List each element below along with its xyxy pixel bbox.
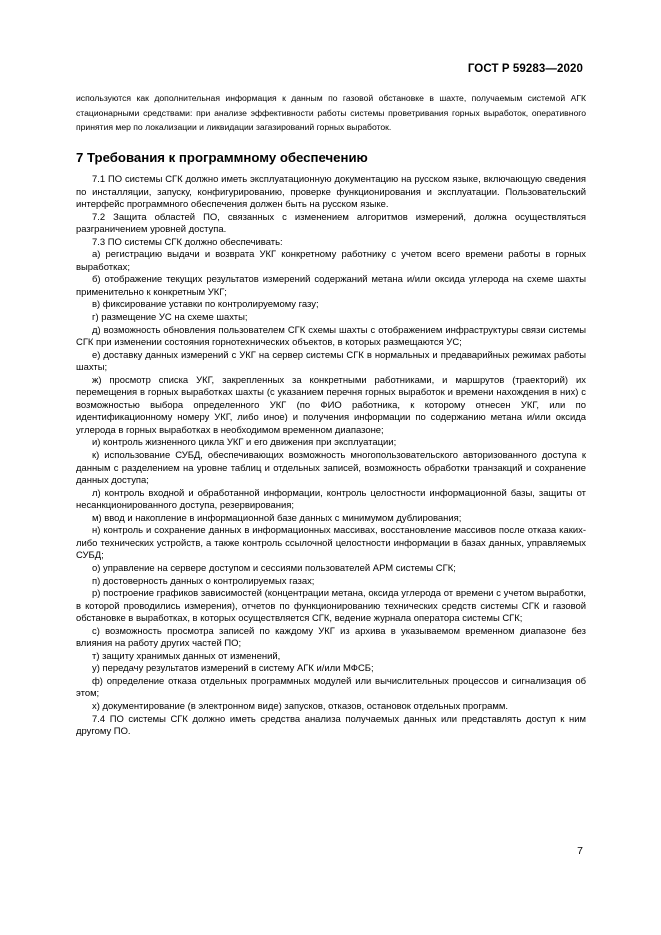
list-item: 7.4 ПО системы СГК должно иметь средства анализа получаемых данных или представлять доступ к ним другому ПО.: [76, 713, 586, 738]
list-item: и) контроль жизненного цикла УКГ и его движения при эксплуатации;: [92, 437, 397, 449]
list-item: ж) просмотр списка УКГ, закрепленных за конкретными работниками, и маршрутов (траекторий) их перемещения в горных выработках шахты (с указанием перечня горных выработок и времени нахождения в них) с возможностью выбора определенного УКГ (по ФИО работника, к которому отнесен УКГ, или по идентификационному номеру УКГ, либо иное) и получения информации по содержанию метана и/или оксида углерода в горных выработках в необходимом временном диапазоне;: [76, 374, 586, 436]
list-item: х) документирование (в электронном виде) запусков, отказов, остановок отдельных программ.: [92, 700, 508, 712]
list-item: р) построение графиков зависимостей (концентрации метана, оксида углерода от времени с учетом выработки, в которой проводились измерения), отчетов по функционированию технических средств системы СГК и газовой обстановке в выработках, в которых осуществляется СГК, ведение журнала оператора системы СГК;: [76, 588, 586, 625]
list-item: н) контроль и сохранение данных в информационных массивах, восстановление массивов после отказа каких-либо технических устройств, а также контроль ссылочной целостности информации в базах данных, управляемых СУБД;: [76, 525, 586, 562]
list-item: г) размещение УС на схеме шахты;: [92, 312, 248, 324]
list-item: л) контроль входной и обработанной информации, контроль целостности информационной базы, защиты от несанкционированного доступа, резервирования;: [76, 487, 586, 512]
list-item: ф) определение отказа отдельных программных модулей или вычислительных процессов и сигнализация об этом;: [76, 675, 586, 700]
paragraph: 7.1 ПО системы СГК должно иметь эксплуатационную документацию на русском языке, включающую сведения по инсталляции, запуску, конфигурированию, проверке функционирования и эксплуатации. Пользовательский интерфейс программного обеспечения должен быть на русском языке.: [76, 174, 586, 211]
intro-text: используются как дополнительная информация к данным по газовой обстановке в шахте, получаемым системой АГК стационарными средствами: при анализе эффективности работы системы проветривания горных выработок, оперативного принятия мер по локализации и ликвидации загазирований горных выработок.: [76, 93, 586, 132]
paragraph: 7.3 ПО системы СГК должно обеспечивать:: [92, 236, 283, 248]
list-item: с) возможность просмотра записей по каждому УКГ из архива в указываемом временном диапазоне без влияния на работу других частей ПО;: [76, 625, 586, 650]
list-item: к) использование СУБД, обеспечивающих возможность многопользовательского авторизованного доступа к данным с разделением на уровне таблиц и отдельных записей, возможность обработки транзакций и сохранение данных доступа;: [76, 450, 586, 487]
list-item: в) фиксирование уставки по контролируемому газу;: [92, 299, 319, 311]
paragraph: 7.2 Защита областей ПО, связанных с изменением алгоритмов измерений, должна осуществляться разграничением уровней доступа.: [76, 211, 586, 236]
list-item: п) достоверность данных о контролируемых газах;: [92, 575, 315, 587]
intro-paragraph: [76, 91, 586, 135]
list-item: о) управление на сервере доступом и сессиями пользователей АРМ системы СГК;: [92, 562, 456, 574]
list-item: м) ввод и накопление в информационной базе данных с минимумом дублирования;: [92, 512, 462, 524]
section-body: [76, 174, 586, 739]
list-item: т) защиту хранимых данных от изменений,: [92, 650, 281, 662]
list-item: е) доставку данных измерений с УКГ на сервер системы СГК в нормальных и предаварийных режимах работы шахты;: [76, 349, 586, 374]
list-item: у) передачу результатов измерений в систему АГК и/или МФСБ;: [92, 663, 374, 675]
list-item: б) отображение текущих результатов измерений содержаний метана и/или оксида углерода на схеме шахты применительно к конкретным УКГ;: [76, 274, 586, 298]
section-title: 7 Требования к программному обеспечению: [76, 150, 368, 165]
document-code: ГОСТ Р 59283—2020: [467, 63, 583, 75]
list-item: а) регистрацию выдачи и возврата УКГ конкретному работнику с учетом всего времени работы в горных выработках;: [76, 249, 586, 273]
page-number: 7: [577, 845, 583, 857]
list-item: д) возможность обновления пользователем СГК схемы шахты с отображением инфраструктуры связи системы СГК при изменении состояния горнотехнических объектов, в которых размещаются УС;: [76, 324, 586, 349]
